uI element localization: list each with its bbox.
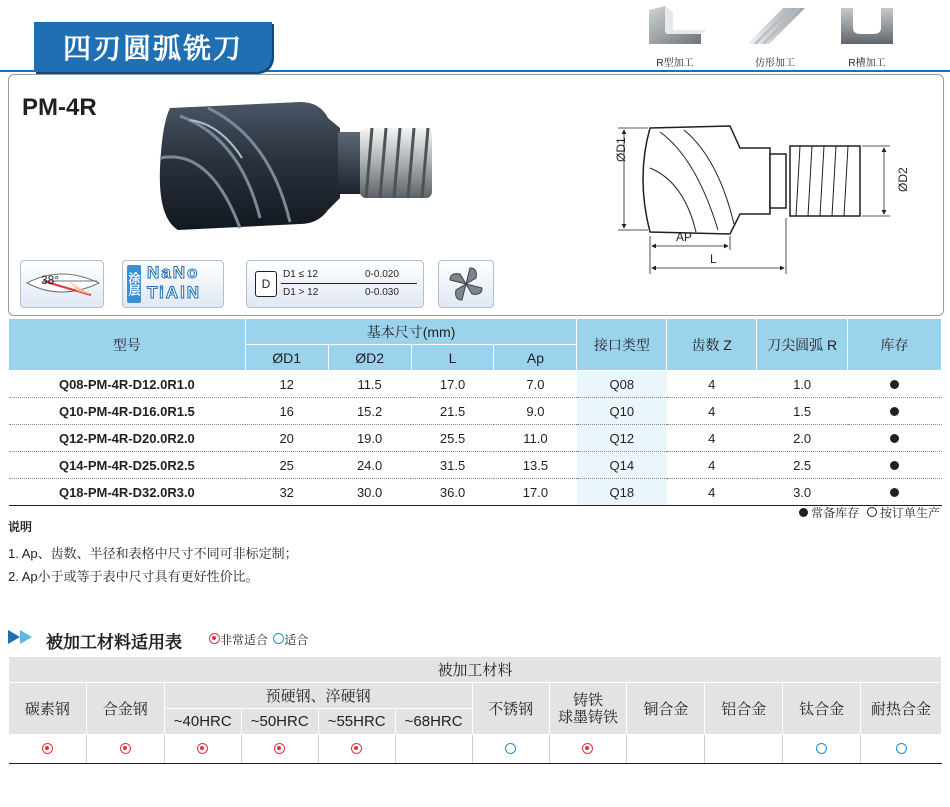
machining-type-label: R槽加工 bbox=[848, 58, 886, 69]
very-suitable-icon bbox=[42, 743, 53, 754]
rating-cell bbox=[783, 735, 861, 764]
rating-cell bbox=[9, 735, 87, 764]
materials-legend bbox=[209, 631, 308, 648]
coating-badge bbox=[122, 260, 224, 308]
cell-l: 17.0 bbox=[411, 371, 494, 398]
rating-cell bbox=[241, 735, 318, 764]
rating-cell bbox=[86, 735, 164, 764]
cell-stock bbox=[848, 452, 942, 479]
header-model: 型号 bbox=[9, 319, 246, 371]
note-item: 2. Ap小于或等于表中尺寸具有更好性价比。 bbox=[8, 569, 259, 584]
legend-suitable: 适合 bbox=[284, 633, 309, 647]
cell-ap: 11.0 bbox=[494, 425, 577, 452]
material-hrc55: ~55HRC bbox=[318, 709, 395, 735]
table-row bbox=[9, 425, 942, 452]
material-aluminum-alloy: 铝合金 bbox=[705, 683, 783, 735]
material-alloy-steel: 合金钢 bbox=[86, 683, 164, 735]
to-order-ring bbox=[867, 507, 877, 517]
cell-interface: Q08 bbox=[577, 371, 667, 398]
machining-type-groove bbox=[832, 6, 902, 69]
label-d2: ØD2 bbox=[896, 167, 910, 192]
header-stock: 库存 bbox=[848, 319, 942, 371]
in-stock-dot bbox=[890, 407, 899, 416]
table-row bbox=[9, 452, 942, 479]
cell-interface: Q14 bbox=[577, 452, 667, 479]
suitable-icon bbox=[816, 743, 827, 754]
material-cast-iron: 铸铁 球墨铸铁 bbox=[549, 683, 627, 735]
machining-type-label: 仿形加工 bbox=[755, 58, 795, 69]
tolerance-condition-2: D1 > 12 bbox=[283, 287, 319, 298]
cell-d2: 15.2 bbox=[328, 398, 411, 425]
cell-d1: 20 bbox=[245, 425, 328, 452]
cell-d1: 12 bbox=[245, 371, 328, 398]
cell-ap: 13.5 bbox=[494, 452, 577, 479]
cell-model: Q14-PM-4R-D25.0R2.5 bbox=[9, 452, 246, 479]
rating-cell bbox=[627, 735, 705, 764]
header-radius: 刀尖圆弧 R bbox=[757, 319, 848, 371]
r-profile-icon bbox=[643, 6, 707, 46]
cell-teeth: 4 bbox=[667, 452, 757, 479]
very-suitable-icon bbox=[197, 743, 208, 754]
material-titanium-alloy: 钛合金 bbox=[783, 683, 861, 735]
tolerance-value-2: 0-0.030 bbox=[365, 287, 399, 298]
cell-d1: 32 bbox=[245, 479, 328, 506]
model-code: PM-4R bbox=[22, 94, 97, 121]
label-ap: AP bbox=[676, 230, 693, 244]
header-d2: ØD2 bbox=[328, 345, 411, 371]
dimension-drawing bbox=[600, 118, 900, 278]
rating-cell bbox=[164, 735, 241, 764]
rating-cell bbox=[705, 735, 783, 764]
cell-radius: 2.5 bbox=[757, 452, 848, 479]
helix-angle-badge bbox=[20, 260, 104, 308]
r-groove-icon bbox=[835, 6, 899, 46]
coating-name-line1: NaNo bbox=[147, 263, 200, 282]
header-basic-size: 基本尺寸(mm) bbox=[245, 319, 577, 345]
cell-interface: Q12 bbox=[577, 425, 667, 452]
cell-interface: Q18 bbox=[577, 479, 667, 506]
cell-d2: 19.0 bbox=[328, 425, 411, 452]
header-teeth: 齿数 Z bbox=[667, 319, 757, 371]
cell-l: 31.5 bbox=[411, 452, 494, 479]
rating-cell bbox=[472, 735, 549, 764]
cell-stock bbox=[848, 425, 942, 452]
cell-ap: 9.0 bbox=[494, 398, 577, 425]
suitable-icon bbox=[896, 743, 907, 754]
very-suitable-icon bbox=[582, 743, 593, 754]
rating-cell bbox=[395, 735, 472, 764]
material-heat-resistant: 耐热合金 bbox=[861, 683, 942, 735]
cell-teeth: 4 bbox=[667, 479, 757, 506]
legend-in-stock: 常备库存 bbox=[811, 506, 860, 520]
end-mill-photo bbox=[150, 98, 440, 238]
material-hardened-steel: 预硬钢、淬硬钢 bbox=[164, 683, 472, 709]
in-stock-dot bbox=[890, 461, 899, 470]
very-suitable-icon bbox=[274, 743, 285, 754]
copy-milling-icon bbox=[743, 6, 807, 46]
very-suitable-icon bbox=[209, 633, 220, 644]
helix-angle-value: 38° bbox=[41, 273, 60, 287]
label-d1: ØD1 bbox=[614, 137, 628, 162]
cell-l: 25.5 bbox=[411, 425, 494, 452]
legend-to-order: 按订单生产 bbox=[879, 506, 940, 520]
materials-table bbox=[8, 656, 942, 764]
double-arrow-icon bbox=[8, 628, 40, 646]
cell-radius: 3.0 bbox=[757, 479, 848, 506]
cell-ap: 7.0 bbox=[494, 371, 577, 398]
coating-tag: 涂层 bbox=[127, 265, 141, 303]
in-stock-dot bbox=[890, 434, 899, 443]
tolerance-symbol: D bbox=[255, 271, 277, 297]
in-stock-dot bbox=[799, 508, 808, 517]
very-suitable-icon bbox=[351, 743, 362, 754]
rating-cell bbox=[318, 735, 395, 764]
helix-icon bbox=[21, 261, 103, 307]
cell-radius: 1.0 bbox=[757, 371, 848, 398]
material-stainless: 不锈钢 bbox=[472, 683, 549, 735]
label-l: L bbox=[710, 252, 717, 266]
tolerance-condition-1: D1 ≤ 12 bbox=[283, 269, 318, 280]
material-hrc40: ~40HRC bbox=[164, 709, 241, 735]
table-row bbox=[9, 398, 942, 425]
header-ap: Ap bbox=[494, 345, 577, 371]
cell-interface: Q10 bbox=[577, 398, 667, 425]
cell-d2: 24.0 bbox=[328, 452, 411, 479]
rating-row bbox=[9, 735, 942, 764]
materials-title: 被加工材料适用表 bbox=[46, 633, 182, 652]
cell-radius: 2.0 bbox=[757, 425, 848, 452]
cell-d1: 16 bbox=[245, 398, 328, 425]
material-copper-alloy: 铜合金 bbox=[627, 683, 705, 735]
machining-type-label: R型加工 bbox=[656, 58, 694, 69]
rating-cell bbox=[861, 735, 942, 764]
cell-teeth: 4 bbox=[667, 425, 757, 452]
four-flute-icon bbox=[439, 261, 493, 307]
cell-l: 21.5 bbox=[411, 398, 494, 425]
note-item: 1. Ap、齿数、半径和表格中尺寸不同可非标定制； bbox=[8, 546, 298, 561]
very-suitable-icon bbox=[120, 743, 131, 754]
cell-teeth: 4 bbox=[667, 398, 757, 425]
cell-stock bbox=[848, 398, 942, 425]
cell-stock bbox=[848, 371, 942, 398]
cell-d2: 30.0 bbox=[328, 479, 411, 506]
cell-radius: 1.5 bbox=[757, 398, 848, 425]
spec-table bbox=[8, 318, 942, 506]
cell-d2: 11.5 bbox=[328, 371, 411, 398]
material-carbon-steel: 碳素钢 bbox=[9, 683, 87, 735]
tolerance-badge bbox=[246, 260, 424, 308]
materials-group-header: 被加工材料 bbox=[9, 657, 942, 683]
cell-teeth: 4 bbox=[667, 371, 757, 398]
table-row bbox=[9, 479, 942, 506]
in-stock-dot bbox=[890, 488, 899, 497]
cell-stock bbox=[848, 479, 942, 506]
cell-l: 36.0 bbox=[411, 479, 494, 506]
cell-ap: 17.0 bbox=[494, 479, 577, 506]
notes-heading: 说明 bbox=[8, 520, 33, 534]
header-l: L bbox=[411, 345, 494, 371]
machining-type-copy bbox=[740, 6, 810, 69]
stock-legend bbox=[799, 504, 940, 521]
table-row bbox=[9, 371, 942, 398]
material-hrc68: ~68HRC bbox=[395, 709, 472, 735]
header-interface: 接口类型 bbox=[577, 319, 667, 371]
page-title: 四刃圆弧铣刀 bbox=[34, 22, 272, 72]
cell-model: Q18-PM-4R-D32.0R3.0 bbox=[9, 479, 246, 506]
cell-model: Q10-PM-4R-D16.0R1.5 bbox=[9, 398, 246, 425]
rating-cell bbox=[549, 735, 627, 764]
in-stock-dot bbox=[890, 380, 899, 389]
tolerance-divider bbox=[281, 283, 417, 284]
flute-count-badge bbox=[438, 260, 494, 308]
cell-d1: 25 bbox=[245, 452, 328, 479]
cell-model: Q08-PM-4R-D12.0R1.0 bbox=[9, 371, 246, 398]
suitable-icon bbox=[273, 633, 284, 644]
machining-type-r bbox=[640, 6, 710, 69]
tolerance-value-1: 0-0.020 bbox=[365, 269, 399, 280]
coating-name-line2: TiAlN bbox=[147, 283, 202, 302]
cell-model: Q12-PM-4R-D20.0R2.0 bbox=[9, 425, 246, 452]
header-d1: ØD1 bbox=[245, 345, 328, 371]
legend-very-suitable: 非常适合 bbox=[220, 633, 269, 647]
suitable-icon bbox=[505, 743, 516, 754]
material-hrc50: ~50HRC bbox=[241, 709, 318, 735]
